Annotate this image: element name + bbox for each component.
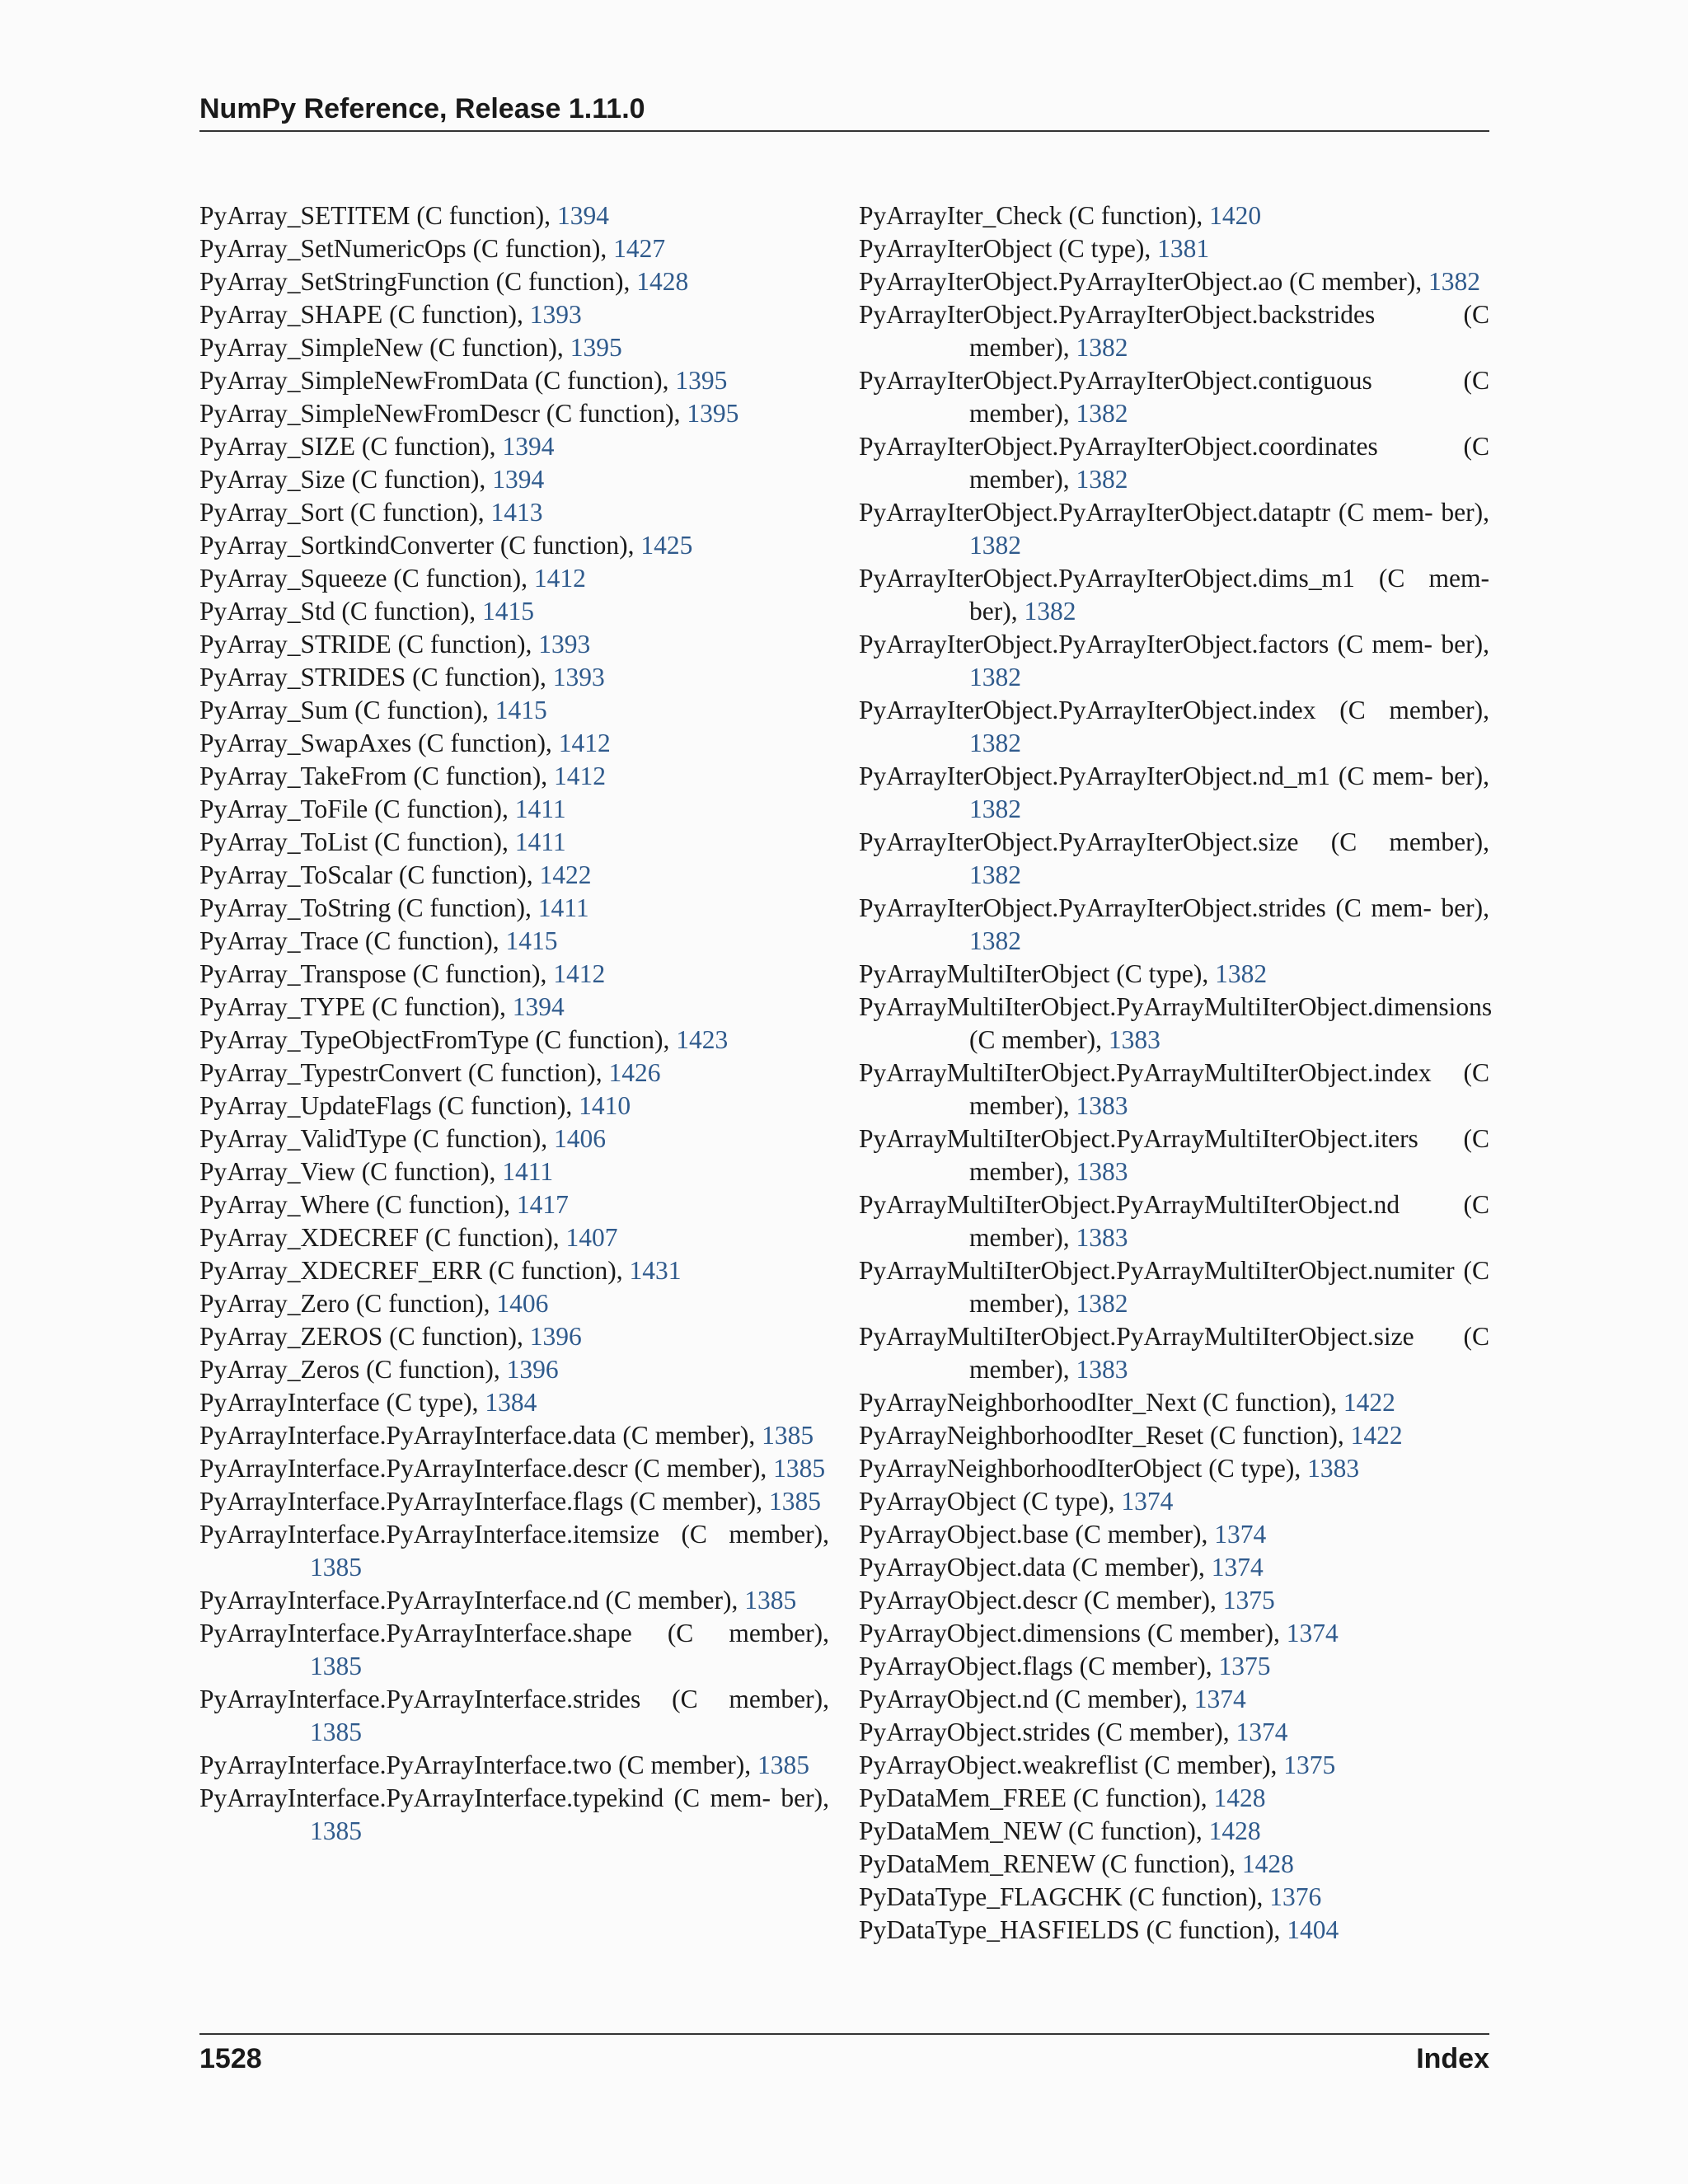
index-entry <box>859 628 1489 694</box>
index-term: PyArrayIterObject.PyArrayIterObject.strides (C mem- ber), <box>859 893 1489 922</box>
index-entry <box>199 1122 829 1155</box>
index-term: PyArrayObject.dimensions (C member), <box>859 1619 1287 1647</box>
index-term: PyArrayIterObject.PyArrayIterObject.backstrides (C member), <box>859 300 1489 362</box>
index-entry <box>859 1188 1489 1254</box>
index-entry <box>859 364 1489 430</box>
page-link[interactable]: 1374 <box>1193 1685 1246 1713</box>
page-link[interactable]: 1415 <box>495 696 547 724</box>
index-term: PyArray_Sum (C function), <box>199 696 495 724</box>
index-entry <box>199 331 829 364</box>
index-term: PyArrayInterface.PyArrayInterface.flags (C member), <box>199 1487 769 1516</box>
page-link[interactable]: 1382 <box>969 663 1021 691</box>
index-term: PyArray_SetNumericOps (C function), <box>199 234 614 263</box>
index-term: PyArray_View (C function), <box>199 1157 503 1186</box>
index-entry <box>859 232 1489 265</box>
index-entry <box>859 1716 1489 1749</box>
page-link[interactable]: 1396 <box>506 1355 559 1384</box>
page-link[interactable]: 1383 <box>1307 1454 1360 1483</box>
page-link[interactable]: 1393 <box>529 300 582 329</box>
index-term: PyArray_TypestrConvert (C function), <box>199 1058 609 1087</box>
page-link[interactable]: 1375 <box>1283 1750 1336 1779</box>
index-entry <box>859 265 1489 298</box>
index-column-right <box>859 199 1493 1947</box>
index-term: PyArray_SortkindConverter (C function), <box>199 531 641 560</box>
index-term: PyArrayInterface.PyArrayInterface.itemsize (C member), <box>199 1520 829 1549</box>
page-link[interactable]: 1385 <box>310 1553 362 1582</box>
index-term: PyArray_XDECREF_ERR (C function), <box>199 1256 630 1285</box>
index-entry <box>859 1683 1489 1716</box>
index-term: PyArray_SHAPE (C function), <box>199 300 530 329</box>
index-entry <box>859 562 1489 628</box>
index-entry <box>859 760 1489 826</box>
page-link[interactable]: 1422 <box>1343 1388 1395 1417</box>
page-link[interactable]: 1413 <box>490 498 543 527</box>
index-entry <box>199 1419 829 1452</box>
page-footer <box>199 2041 1489 2077</box>
index-term: PyArrayIterObject.PyArrayIterObject.index (C member), <box>859 696 1489 724</box>
page-link[interactable]: 1406 <box>496 1289 549 1318</box>
index-term: PyArray_SIZE (C function), <box>199 432 503 461</box>
page-link[interactable]: 1394 <box>556 201 609 230</box>
index-term: PyArrayInterface.PyArrayInterface.shape (C member), <box>199 1619 829 1647</box>
index-term: PyArray_XDECREF (C function), <box>199 1223 566 1252</box>
index-entry <box>199 661 829 694</box>
index-term: PyArrayNeighborhoodIter_Reset (C function), <box>859 1421 1351 1450</box>
index-entry <box>199 1254 829 1287</box>
page-link[interactable]: 1383 <box>1076 1223 1128 1252</box>
index-term: PyArrayInterface.PyArrayInterface.descr (C member), <box>199 1454 774 1483</box>
index-term: PyArrayMultiIterObject.PyArrayMultiIterObject.iters (C member), <box>859 1124 1489 1186</box>
page-link[interactable]: 1383 <box>1076 1157 1128 1186</box>
index-entry <box>859 1782 1489 1815</box>
page-link[interactable]: 1382 <box>1076 333 1128 362</box>
page-link[interactable]: 1406 <box>553 1124 606 1153</box>
index-term: PyArray_Squeeze (C function), <box>199 564 534 593</box>
index-entry <box>199 595 829 628</box>
page-link[interactable]: 1382 <box>1428 267 1480 296</box>
index-entry <box>859 958 1489 991</box>
index-term: PyArrayInterface.PyArrayInterface.typekind (C mem- ber), <box>199 1783 829 1812</box>
page-link[interactable]: 1382 <box>969 926 1021 955</box>
index-term: PyArrayInterface.PyArrayInterface.nd (C member), <box>199 1586 745 1615</box>
page-link[interactable]: 1407 <box>565 1223 618 1252</box>
index-term: PyArray_TakeFrom (C function), <box>199 762 554 790</box>
index-entry <box>199 1518 829 1584</box>
page-link[interactable]: 1385 <box>757 1750 809 1779</box>
index-term: PyArray_UpdateFlags (C function), <box>199 1091 579 1120</box>
index-entry <box>199 1320 829 1353</box>
page-link[interactable]: 1415 <box>505 926 558 955</box>
index-term: PyArrayIterObject (C type), <box>859 234 1158 263</box>
index-term: PyArray_SetStringFunction (C function), <box>199 267 637 296</box>
index-column-left <box>199 199 829 1848</box>
page-link[interactable]: 1425 <box>640 531 693 560</box>
index-term: PyArray_STRIDES (C function), <box>199 663 553 691</box>
page-link[interactable]: 1422 <box>1350 1421 1403 1450</box>
index-term: PyArray_SimpleNewFromData (C function), <box>199 366 676 395</box>
page-link[interactable]: 1415 <box>481 597 534 626</box>
index-entry <box>859 1057 1489 1122</box>
index-entry <box>859 1881 1489 1914</box>
footer-rule <box>199 2033 1489 2035</box>
index-entry <box>199 859 829 892</box>
index-entry <box>199 1057 829 1090</box>
index-entry <box>199 562 829 595</box>
page-link[interactable]: 1412 <box>558 729 611 757</box>
page-link[interactable]: 1412 <box>533 564 586 593</box>
index-term: PyArrayIterObject.PyArrayIterObject.factors (C mem- ber), <box>859 630 1489 658</box>
index-entry <box>859 1122 1489 1188</box>
index-term: PyArrayIter_Check (C function), <box>859 201 1210 230</box>
page-link[interactable]: 1375 <box>1222 1586 1275 1615</box>
index-entry <box>859 694 1489 760</box>
index-entry <box>199 232 829 265</box>
index-term: PyArrayIterObject.PyArrayIterObject.contiguous (C member), <box>859 366 1489 428</box>
index-term: PyArrayObject.weakreflist (C member), <box>859 1750 1284 1779</box>
index-term: PyArray_Std (C function), <box>199 597 482 626</box>
running-header: NumPy Reference, Release 1.11.0 <box>199 93 645 124</box>
index-term: PyArrayObject.nd (C member), <box>859 1685 1194 1713</box>
index-entry <box>199 496 829 529</box>
index-term: PyArrayMultiIterObject.PyArrayMultiIterObject.size (C member), <box>859 1322 1489 1384</box>
index-term: PyArrayMultiIterObject.PyArrayMultiIterObject.nd (C member), <box>859 1190 1489 1252</box>
index-term: PyArray_Zeros (C function), <box>199 1355 507 1384</box>
index-term: PyArray_ToFile (C function), <box>199 794 515 823</box>
index-term: PyDataMem_RENEW (C function), <box>859 1849 1242 1878</box>
index-term: PyArray_ToString (C function), <box>199 893 538 922</box>
index-entry <box>199 991 829 1024</box>
index-term: PyArrayInterface.PyArrayInterface.strides (C member), <box>199 1685 829 1713</box>
page-link[interactable]: 1404 <box>1287 1915 1339 1944</box>
header-rule <box>199 130 1489 132</box>
page-link[interactable]: 1394 <box>502 432 555 461</box>
index-entry <box>199 760 829 793</box>
index-entry <box>199 1584 829 1617</box>
index-entry <box>859 199 1489 232</box>
index-entry <box>199 793 829 826</box>
page-link[interactable]: 1395 <box>687 399 739 428</box>
page-link[interactable]: 1431 <box>629 1256 682 1285</box>
index-term: PyArrayInterface.PyArrayInterface.data (C member), <box>199 1421 762 1450</box>
index-term: PyArray_SimpleNewFromDescr (C function), <box>199 399 687 428</box>
index-term: PyArrayIterObject.PyArrayIterObject.ao (C member), <box>859 267 1428 296</box>
index-entry <box>859 1386 1489 1419</box>
index-term: PyArrayObject.flags (C member), <box>859 1652 1219 1680</box>
page-link[interactable]: 1396 <box>529 1322 582 1351</box>
index-entry <box>199 925 829 958</box>
index-term: PyArrayMultiIterObject.PyArrayMultiIterObject.index (C member), <box>859 1058 1489 1120</box>
page-link[interactable]: 1374 <box>1121 1487 1174 1516</box>
page-link[interactable]: 1374 <box>1286 1619 1339 1647</box>
index-entry <box>859 1452 1489 1485</box>
page-link[interactable]: 1374 <box>1211 1553 1264 1582</box>
page-link[interactable]: 1382 <box>1076 465 1128 494</box>
index-entry <box>859 1650 1489 1683</box>
page-link[interactable]: 1376 <box>1269 1882 1322 1911</box>
index-entry <box>859 1320 1489 1386</box>
page-link[interactable]: 1374 <box>1236 1718 1288 1746</box>
page-link[interactable]: 1412 <box>553 762 606 790</box>
index-term: PyArray_STRIDE (C function), <box>199 630 539 658</box>
index-entry <box>199 463 829 496</box>
index-term: PyArrayIterObject.PyArrayIterObject.size (C member), <box>859 827 1489 856</box>
page-link[interactable]: 1417 <box>516 1190 569 1219</box>
index-term: PyArray_ToList (C function), <box>199 827 515 856</box>
index-entry <box>199 298 829 331</box>
index-entry <box>859 1254 1489 1320</box>
index-entry <box>859 1914 1489 1947</box>
index-entry <box>199 727 829 760</box>
index-term: PyArray_SwapAxes (C function), <box>199 729 559 757</box>
page-link[interactable]: 1382 <box>969 729 1021 757</box>
page-link[interactable]: 1385 <box>768 1487 821 1516</box>
index-entry <box>859 496 1489 562</box>
page-link[interactable]: 1423 <box>676 1025 729 1054</box>
page-link[interactable]: 1393 <box>538 630 591 658</box>
index-term: PyArray_SimpleNew (C function), <box>199 333 570 362</box>
index-entry <box>199 364 829 397</box>
index-entry <box>859 1617 1489 1650</box>
index-term: PyArrayNeighborhoodIter_Next (C function), <box>859 1388 1343 1417</box>
index-term: PyArrayObject.descr (C member), <box>859 1586 1223 1615</box>
page-link[interactable]: 1382 <box>969 794 1021 823</box>
index-term: PyArrayObject.strides (C member), <box>859 1718 1236 1746</box>
page-link[interactable]: 1382 <box>1076 399 1128 428</box>
index-entry <box>199 1683 829 1749</box>
index-term: PyArrayIterObject.PyArrayIterObject.dataptr (C mem- ber), <box>859 498 1489 527</box>
index-entry <box>199 1452 829 1485</box>
index-term: PyDataType_HASFIELDS (C function), <box>859 1915 1287 1944</box>
page-link[interactable]: 1382 <box>1215 959 1268 988</box>
index-entry <box>859 1848 1489 1881</box>
page-link[interactable]: 1426 <box>608 1058 661 1087</box>
index-entry <box>859 1584 1489 1617</box>
page-link[interactable]: 1420 <box>1209 201 1262 230</box>
index-term: PyArrayIterObject.PyArrayIterObject.coordinates (C member), <box>859 432 1489 494</box>
page-link[interactable]: 1393 <box>552 663 605 691</box>
index-term: PyArrayObject (C type), <box>859 1487 1122 1516</box>
index-entry <box>199 1221 829 1254</box>
page-link[interactable]: 1428 <box>1213 1783 1266 1812</box>
index-entry <box>859 1815 1489 1848</box>
index-entry <box>199 430 829 463</box>
page-link[interactable]: 1428 <box>1241 1849 1294 1878</box>
page-link[interactable]: 1410 <box>579 1091 631 1120</box>
index-term: PyArrayInterface (C type), <box>199 1388 485 1417</box>
index-entry <box>199 1485 829 1518</box>
page-link[interactable]: 1412 <box>553 959 606 988</box>
page-link[interactable]: 1375 <box>1218 1652 1271 1680</box>
page-link[interactable]: 1381 <box>1157 234 1210 263</box>
index-entry <box>199 397 829 430</box>
index-term: PyArrayMultiIterObject.PyArrayMultiIterObject.numiter (C member), <box>859 1256 1489 1318</box>
index-term: PyArrayIterObject.PyArrayIterObject.dims_m1 (C mem- ber), <box>859 564 1489 626</box>
index-entry <box>199 1749 829 1782</box>
page-link[interactable]: 1411 <box>537 893 589 922</box>
index-term: PyArrayIterObject.PyArrayIterObject.nd_m1 (C mem- ber), <box>859 762 1489 790</box>
index-term: PyArrayNeighborhoodIterObject (C type), <box>859 1454 1308 1483</box>
index-term: PyArrayObject.data (C member), <box>859 1553 1212 1582</box>
page-link[interactable]: 1374 <box>1214 1520 1267 1549</box>
index-entry <box>859 826 1489 892</box>
page-link[interactable]: 1427 <box>613 234 666 263</box>
index-entry <box>199 1090 829 1122</box>
index-entry <box>199 1386 829 1419</box>
page-link[interactable]: 1383 <box>1108 1025 1160 1054</box>
page-link[interactable]: 1385 <box>310 1718 362 1746</box>
index-entry <box>199 1155 829 1188</box>
index-term: PyArray_ValidType (C function), <box>199 1124 554 1153</box>
page-link[interactable]: 1385 <box>310 1652 362 1680</box>
index-entry <box>859 991 1493 1057</box>
index-entry <box>199 958 829 991</box>
page-link[interactable]: 1394 <box>492 465 545 494</box>
index-entry <box>859 430 1489 496</box>
page-link[interactable]: 1395 <box>570 333 622 362</box>
page-link[interactable]: 1394 <box>512 992 565 1021</box>
index-term: PyArray_Where (C function), <box>199 1190 517 1219</box>
page-link[interactable]: 1428 <box>1208 1816 1261 1845</box>
index-term: PyDataType_FLAGCHK (C function), <box>859 1882 1270 1911</box>
index-entry <box>199 1353 829 1386</box>
index-term: PyArray_Sort (C function), <box>199 498 491 527</box>
index-term: PyArrayInterface.PyArrayInterface.two (C member), <box>199 1750 757 1779</box>
index-term: PyArray_Zero (C function), <box>199 1289 497 1318</box>
page-link[interactable]: 1385 <box>744 1586 797 1615</box>
index-term: PyArray_ZEROS (C function), <box>199 1322 530 1351</box>
index-entry <box>199 1782 829 1848</box>
index-entry <box>199 892 829 925</box>
index-entry <box>199 1287 829 1320</box>
index-entry <box>859 1485 1489 1518</box>
index-entry <box>199 826 829 859</box>
page-link[interactable]: 1384 <box>485 1388 537 1417</box>
index-term: PyArray_TypeObjectFromType (C function), <box>199 1025 677 1054</box>
index-entry <box>199 265 829 298</box>
index-entry <box>199 628 829 661</box>
page-link[interactable]: 1385 <box>773 1454 826 1483</box>
index-term: PyArrayMultiIterObject.PyArrayMultiIterObject.dimensions (C member), <box>859 992 1493 1054</box>
page-link[interactable]: 1428 <box>636 267 689 296</box>
page-link[interactable]: 1385 <box>762 1421 814 1450</box>
index-term: PyDataMem_NEW (C function), <box>859 1816 1209 1845</box>
index-entry <box>859 892 1489 958</box>
index-term: PyDataMem_FREE (C function), <box>859 1783 1214 1812</box>
page-link[interactable]: 1395 <box>675 366 728 395</box>
index-entry <box>859 1749 1489 1782</box>
page-number: 1528 <box>199 2043 262 2074</box>
page-link[interactable]: 1385 <box>310 1816 362 1845</box>
index-term: PyArrayObject.base (C member), <box>859 1520 1215 1549</box>
index-entry <box>199 199 829 232</box>
index-term: PyArray_SETITEM (C function), <box>199 201 557 230</box>
page-link[interactable]: 1422 <box>539 860 592 889</box>
page-link[interactable]: 1383 <box>1076 1355 1128 1384</box>
index-entry <box>859 298 1489 364</box>
index-entry <box>859 1518 1489 1551</box>
index-term: PyArray_Transpose (C function), <box>199 959 554 988</box>
page-link[interactable]: 1382 <box>1024 597 1076 626</box>
index-term: PyArray_TYPE (C function), <box>199 992 513 1021</box>
index-term: PyArray_ToScalar (C function), <box>199 860 540 889</box>
index-entry <box>199 1024 829 1057</box>
page-link[interactable]: 1411 <box>514 794 566 823</box>
index-entry <box>199 694 829 727</box>
page-link[interactable]: 1382 <box>1076 1289 1128 1318</box>
index-entry <box>859 1419 1489 1452</box>
index-entry <box>199 1188 829 1221</box>
page-link[interactable]: 1411 <box>502 1157 554 1186</box>
page-link[interactable]: 1411 <box>514 827 566 856</box>
section-name: Index <box>1416 2043 1489 2074</box>
page-link[interactable]: 1382 <box>969 860 1021 889</box>
page-link[interactable]: 1383 <box>1076 1091 1128 1120</box>
index-entry <box>199 1617 829 1683</box>
index-entry <box>199 529 829 562</box>
index-term: PyArrayMultiIterObject (C type), <box>859 959 1216 988</box>
index-term: PyArray_Trace (C function), <box>199 926 506 955</box>
index-entry <box>859 1551 1489 1584</box>
page-link[interactable]: 1382 <box>969 531 1021 560</box>
index-term: PyArray_Size (C function), <box>199 465 493 494</box>
